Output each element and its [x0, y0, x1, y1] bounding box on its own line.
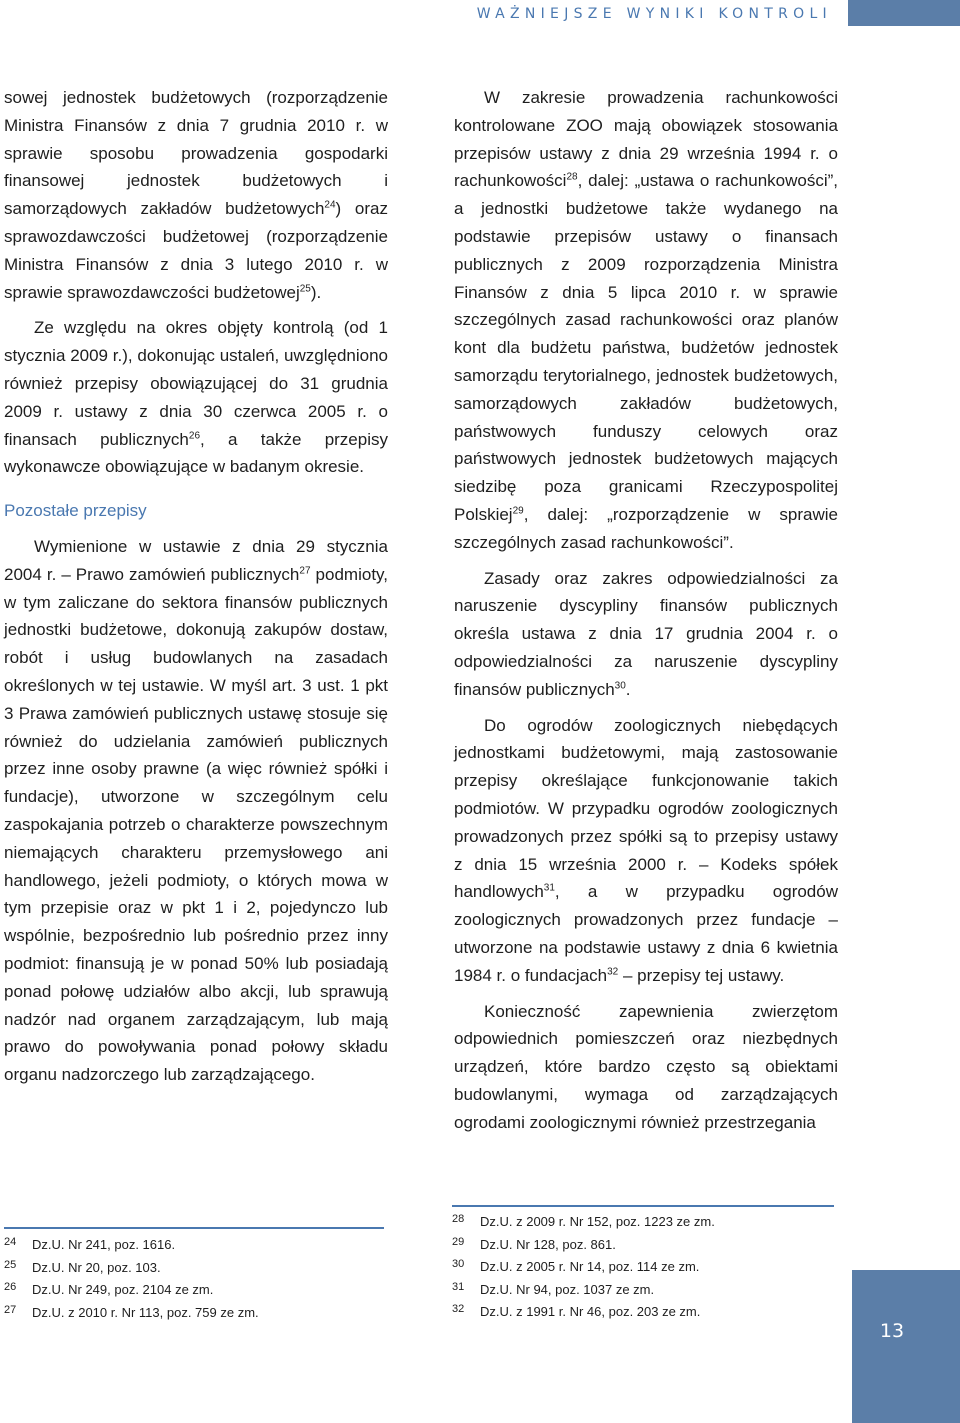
- footnote-text: Dz.U. Nr 241, poz. 1616.: [32, 1237, 176, 1252]
- footnote-text: Dz.U. Nr 128, poz. 861.: [480, 1236, 616, 1252]
- footnote-text: Dz.U. Nr 20, poz. 103.: [32, 1259, 161, 1275]
- running-header-title: WAŻNIEJSZE WYNIKI KONTROLI: [476, 6, 832, 22]
- right-paragraph-4: Konieczność zapewnienia zwierzętom odpowiednich pomieszczeń oraz niezbędnych urządzeń, które bardzo często są obiektami budowlanymi, wymaga od zarządzających ogrodami zoologicznymi również przestrzegania: [454, 1001, 838, 1132]
- footnote-ref-27[interactable]: 27: [299, 565, 311, 577]
- footnote-number: 29: [452, 1235, 465, 1248]
- footnote-ref-26[interactable]: 26: [188, 429, 201, 441]
- section-heading: Pozostałe przepisy: [4, 501, 147, 521]
- right-paragraph-2: Zasady oraz zakres odpowiedzialności za naruszenie dyscypliny finansów publicznych określa ustawa z dnia 17 grudnia 2004 r. o odpowiedzialności za naruszenie dyscypliny finansów publicznych$^{30}$.: [454, 568, 838, 699]
- footnote-25: [4, 1257, 259, 1280]
- footnote-27: [4, 1302, 259, 1325]
- footnote-number: 25: [4, 1258, 17, 1271]
- footnotes-left: [4, 1234, 259, 1324]
- footnote-number: 26: [4, 1281, 17, 1294]
- page-number-block: [852, 1270, 960, 1423]
- left-paragraph-3: Wymienione w ustawie z dnia 29 stycznia 2004 r. – Prawo zamówień publicznych$^{27}$ podmioty, w tym zaliczane do sektora finansów publicznych jednostki budżetowe, dokonują zakupów dostaw, robót i usług budowlanych na zasadach określonych w tej ustawie. W myśl art. 3 ust. 1 pkt 3 Prawa zamówień publicznych ustawę stosuje się również do udzielania zamówień publicznych przez inne osoby prawne (a więc również spółki i fundacje), utworzone w szczególnym celu zaspokajania potrzeb o charakterze powszechnym niemających charakteru przemysłowego ani handlowego, jeżeli podmioty, o których mowa w tym przepisie oraz w pkt 1 i 2, pojedynczo lub wspólnie, bezpośrednio lub pośrednio przez inny podmiot: finansują je w ponad 50% lub posiadają ponad połowę udziałów albo akcji, lub sprawują nadzór nad organem zarządzającym, lub mają prawo do powoływania ponad połowy składu organu nadzorczego lub zarządzającego.: [4, 536, 388, 1085]
- footnote-ref-25[interactable]: 25: [299, 282, 311, 294]
- footnote-ref-24[interactable]: 24: [324, 199, 336, 211]
- footnote-32: [452, 1301, 715, 1324]
- footnote-ref-29[interactable]: 29: [512, 505, 524, 517]
- right-text-column: [454, 84, 838, 1136]
- footnote-ref-28[interactable]: 28: [566, 171, 578, 183]
- footnote-rule-right: [452, 1205, 834, 1207]
- footnote-ref-31[interactable]: 31: [543, 882, 555, 894]
- footnote-29: [452, 1234, 715, 1257]
- footnote-number: 27: [4, 1303, 17, 1316]
- footnote-ref-30[interactable]: 30: [614, 680, 626, 692]
- footnotes-right: [452, 1211, 715, 1324]
- right-paragraph-3: Do ogrodów zoologicznych niebędących jednostkami budżetowymi, mają zastosowanie przepisy określające funkcjonowanie takich podmiotów. W przypadku ogrodów zoologicznych prowadzonych przez spółki są to przepisy ustawy z dnia 15 września 2000 r. – Kodeks spółek handlowych$^{31}$, a w przypadku ogrodów zoologicznych prowadzonych przez fundacje – utworzone na podstawie ustawy z dnia 6 kwietnia 1984 r. o fundacjach$^{32}$ – przepisy tej ustawy.: [454, 715, 838, 985]
- footnote-text: Dz.U. z 2009 r. Nr 152, poz. 1223 ze zm.: [480, 1214, 715, 1229]
- page-number: 13: [879, 1320, 905, 1342]
- left-paragraph-2: Ze względu na okres objęty kontrolą (od 1 stycznia 2009 r.), dokonując ustaleń, uwzględniono również przepisy obowiązującej do 31 grudnia 2009 r. ustawy z dnia 30 czerwca 2005 r. o finansach publicznych$^{26}$, a także przepisy wykonawcze obowiązujące w badanym okresie.: [4, 318, 388, 477]
- footnote-text: Dz.U. z 1991 r. Nr 46, poz. 203 ze zm.: [480, 1304, 701, 1320]
- footnote-ref-32[interactable]: 32: [607, 966, 619, 978]
- footnote-number: 32: [452, 1303, 465, 1316]
- right-paragraph-1: W zakresie prowadzenia rachunkowości kontrolowane ZOO mają obowiązek stosowania przepisów ustawy z dnia 29 września 1994 r. o rachunkowości$^{28}$, dalej: „ustawa o rachunkowości”, a jednostki budżetowe także wydanego na podstawie przepisów ustawy o finansach publicznych z 2009 rozporządzenia Ministra Finansów z dnia 5 lipca 2010 r. w sprawie szczególnych zasad rachunkowości oraz planów kont dla budżetu państwa, budżetów jednostek samorządu terytorialnego, jednostek budżetowych, samorządowych zakładów budżetowych, państwowych funduszy celowych oraz państwowych jednostek budżetowych mających siedzibę poza granicami Rzeczypospolitej Polskiej$^{29}$, dalej: „rozporządzenie w sprawie szczególnych zasad rachunkowości”.: [454, 88, 838, 552]
- left-text-column: [4, 84, 388, 1089]
- footnote-text: Dz.U. z 2005 r. Nr 14, poz. 114 ze zm.: [480, 1259, 700, 1275]
- footnote-text: Dz.U. z 2010 r. Nr 113, poz. 759 ze zm.: [32, 1304, 259, 1320]
- footnote-number: 28: [452, 1213, 465, 1225]
- footnote-number: 24: [4, 1236, 17, 1248]
- footnote-26: [4, 1279, 259, 1302]
- header-color-block: [848, 0, 960, 26]
- footnote-text: Dz.U. Nr 249, poz. 2104 ze zm.: [32, 1282, 214, 1298]
- footnote-number: 30: [452, 1258, 465, 1271]
- footnote-rule-left: [4, 1227, 384, 1229]
- footnote-28: [452, 1211, 715, 1234]
- footnote-24: [4, 1234, 259, 1257]
- footnote-text: Dz.U. Nr 94, poz. 1037 ze zm.: [480, 1281, 655, 1297]
- left-paragraph-1: sowej jednostek budżetowych (rozporządzenie Ministra Finansów z dnia 7 grudnia 2010 r. w sprawie sposobu prowadzenia gospodarki finansowej jednostek budżetowych i samorządowych zakładów budżetowych$^{24}$) oraz sprawozdawczości budżetowej (rozporządzenie Ministra Finansów z dnia 3 lutego 2010 r. w sprawie sprawozdawczości budżetowej$^{25}$).: [4, 88, 388, 302]
- footnote-number: 31: [452, 1280, 465, 1293]
- footnote-30: [452, 1256, 715, 1279]
- footnote-31: [452, 1279, 715, 1302]
